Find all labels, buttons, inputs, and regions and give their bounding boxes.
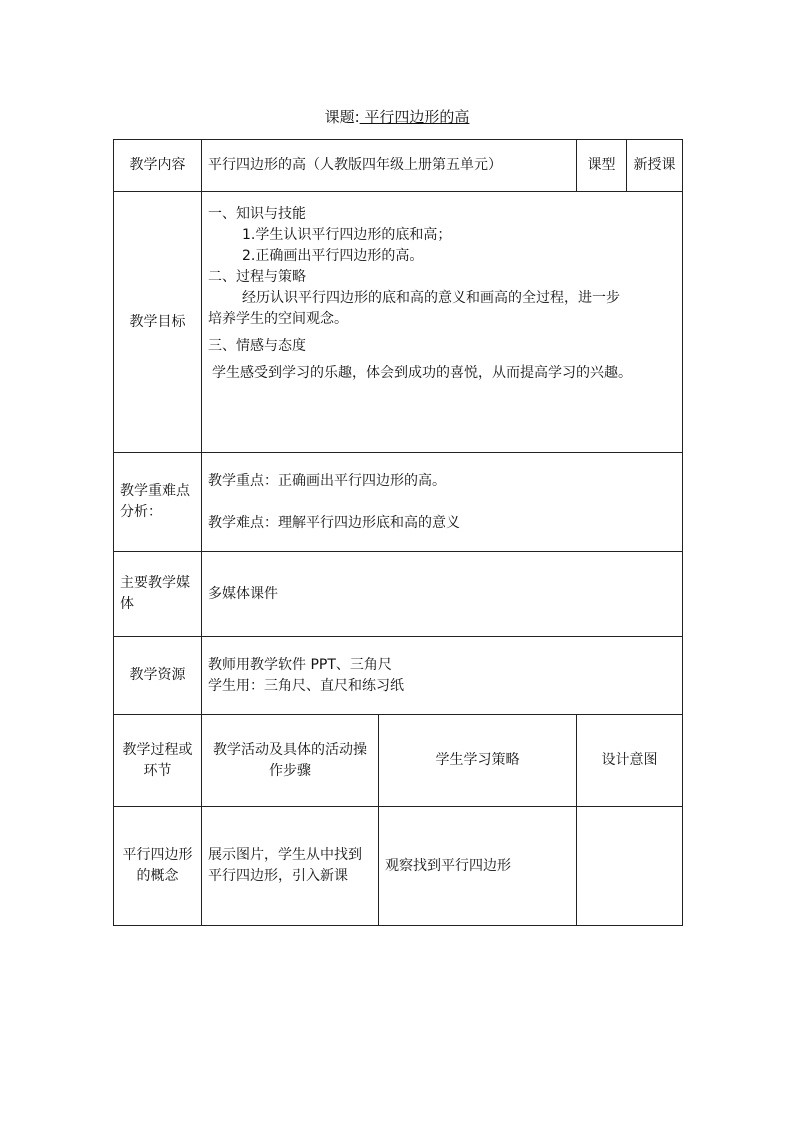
goal-line: 经历认识平行四边形的底和高的意义和画高的全过程，进一步 (242, 290, 620, 306)
difficulty-text: 教学难点：理解平行四边形底和高的意义 (208, 514, 460, 531)
key-points-content (202, 453, 683, 552)
content-label: 教学内容 (114, 140, 202, 192)
title-label: 课题: (324, 108, 360, 126)
lesson-plan-table (113, 139, 683, 926)
stage-strategy: 观察找到平行四边形 (379, 807, 577, 926)
type-label: 课型 (577, 140, 627, 192)
content-value: 平行四边形的高（人教版四年级上册第五单元） (202, 140, 577, 192)
row-process-header (114, 715, 683, 807)
type-value: 新授课 (627, 140, 683, 192)
goals-label: 教学目标 (114, 192, 202, 453)
focus-text: 教学重点：正确画出平行四边形的高。 (208, 472, 446, 489)
row-content (114, 140, 683, 192)
strategy-column-header: 学生学习策略 (379, 715, 577, 807)
teacher-resources: 教师用教学软件 PPT、三角尺 (208, 656, 392, 673)
resources-content (202, 637, 683, 715)
goal-line: 1.学生认识平行四边形的底和高； (242, 227, 452, 243)
goals-content (202, 192, 683, 453)
row-key-points (114, 453, 683, 552)
media-label: 主要教学媒体 (114, 552, 202, 637)
student-resources: 学生用：三角尺、直尺和练习纸 (208, 677, 404, 694)
goal-line: 二、过程与策略 (208, 269, 306, 285)
goal-line: 2.正确画出平行四边形的高。 (242, 248, 424, 264)
goal-line: 培养学生的空间观念。 (208, 311, 348, 327)
key-points-label: 教学重难点分析： (114, 453, 202, 552)
goal-line: 一、知识与技能 (208, 206, 306, 222)
title-value: 平行四边形的高 (359, 108, 470, 126)
lesson-title (0, 106, 794, 128)
stage-intent (577, 807, 683, 926)
row-resources (114, 637, 683, 715)
media-value: 多媒体课件 (202, 552, 683, 637)
row-stage-1 (114, 807, 683, 926)
activity-column-header: 教学活动及具体的活动操作步骤 (202, 715, 379, 807)
process-label: 教学过程或环节 (114, 715, 202, 807)
goal-line: 学生感受到学习的乐趣，体会到成功的喜悦，从而提高学习的兴趣。 (212, 365, 632, 381)
stage-activity: 展示图片，学生从中找到平行四边形，引入新课 (202, 807, 379, 926)
row-media (114, 552, 683, 637)
goal-line: 三、情感与态度 (208, 338, 306, 354)
row-goals (114, 192, 683, 453)
intent-column-header: 设计意图 (577, 715, 683, 807)
resources-label: 教学资源 (114, 637, 202, 715)
stage-label: 平行四边形的概念 (114, 807, 202, 926)
